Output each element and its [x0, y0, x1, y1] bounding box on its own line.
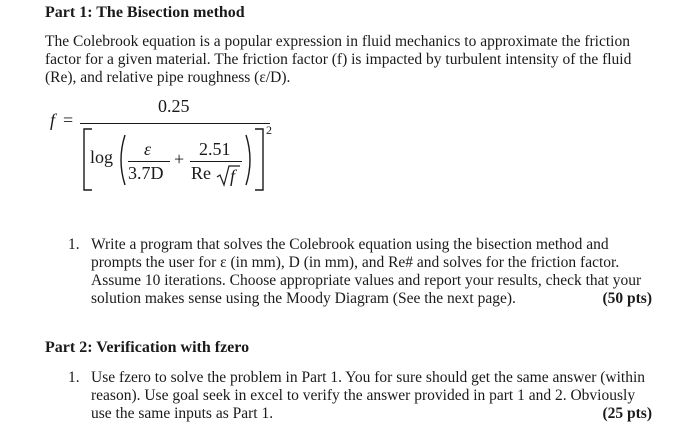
equation-lhs: f [50, 110, 56, 130]
equation-sqrt-f: f [230, 166, 236, 186]
task-line: use the same inputs as Part 1. [91, 405, 274, 422]
square-root-sign [216, 165, 230, 187]
intro-line: The Colebrook equation is a popular expression in fluid mechanics to approximate the friction [45, 33, 630, 50]
part2-heading: Part 2: Verification with fzero [45, 339, 250, 356]
equation-denominator-3-7d: 3.7D [128, 163, 164, 183]
inner-fraction-bar [190, 161, 242, 162]
main-fraction-bar [80, 123, 270, 124]
part1-heading: Part 1: The Bisection method [45, 4, 245, 21]
task-line: solution makes sense using the Moody Diagram (See the next page). [91, 290, 516, 307]
equation-exponent: 2 [266, 123, 272, 137]
intro-line: (Re), and relative pipe roughness (ε/D). [45, 69, 291, 86]
equation-equals: = [63, 110, 74, 130]
equation-plus: + [174, 149, 185, 169]
task-number: 1. [68, 369, 80, 386]
equation-numerator: 0.25 [158, 96, 190, 116]
left-parenthesis [117, 134, 127, 186]
inner-fraction-bar [128, 161, 170, 162]
equation-re: Re [191, 163, 211, 183]
equation-2-51: 2.51 [199, 139, 231, 159]
right-parenthesis [244, 134, 254, 186]
task-line: prompts the user for ε (in mm), D (in mm), and Re# and solves for the friction factor. [91, 254, 620, 271]
task-line: Use fzero to solve the problem in Part 1. You for sure should get the same answer (within [91, 369, 646, 386]
task-line: reason). Use goal seek in excel to verify the answer provided in part 1 and 2. Obviously [91, 387, 636, 404]
points-label: (50 pts) [602, 290, 652, 307]
equation-log: log [90, 147, 114, 167]
task-line: Write a program that solves the Colebrook equation using the bisection method and [91, 236, 609, 253]
task-number: 1. [68, 236, 80, 253]
right-square-bracket [254, 128, 266, 192]
intro-line: factor for a given material. The friction factor (f) is impacted by turbulent intensity of the fluid [45, 51, 632, 68]
equation-epsilon: ε [144, 139, 152, 159]
task-line: Assume 10 iterations. Choose appropriate values and report your results, check that your [91, 272, 642, 289]
points-label: (25 pts) [602, 405, 652, 422]
